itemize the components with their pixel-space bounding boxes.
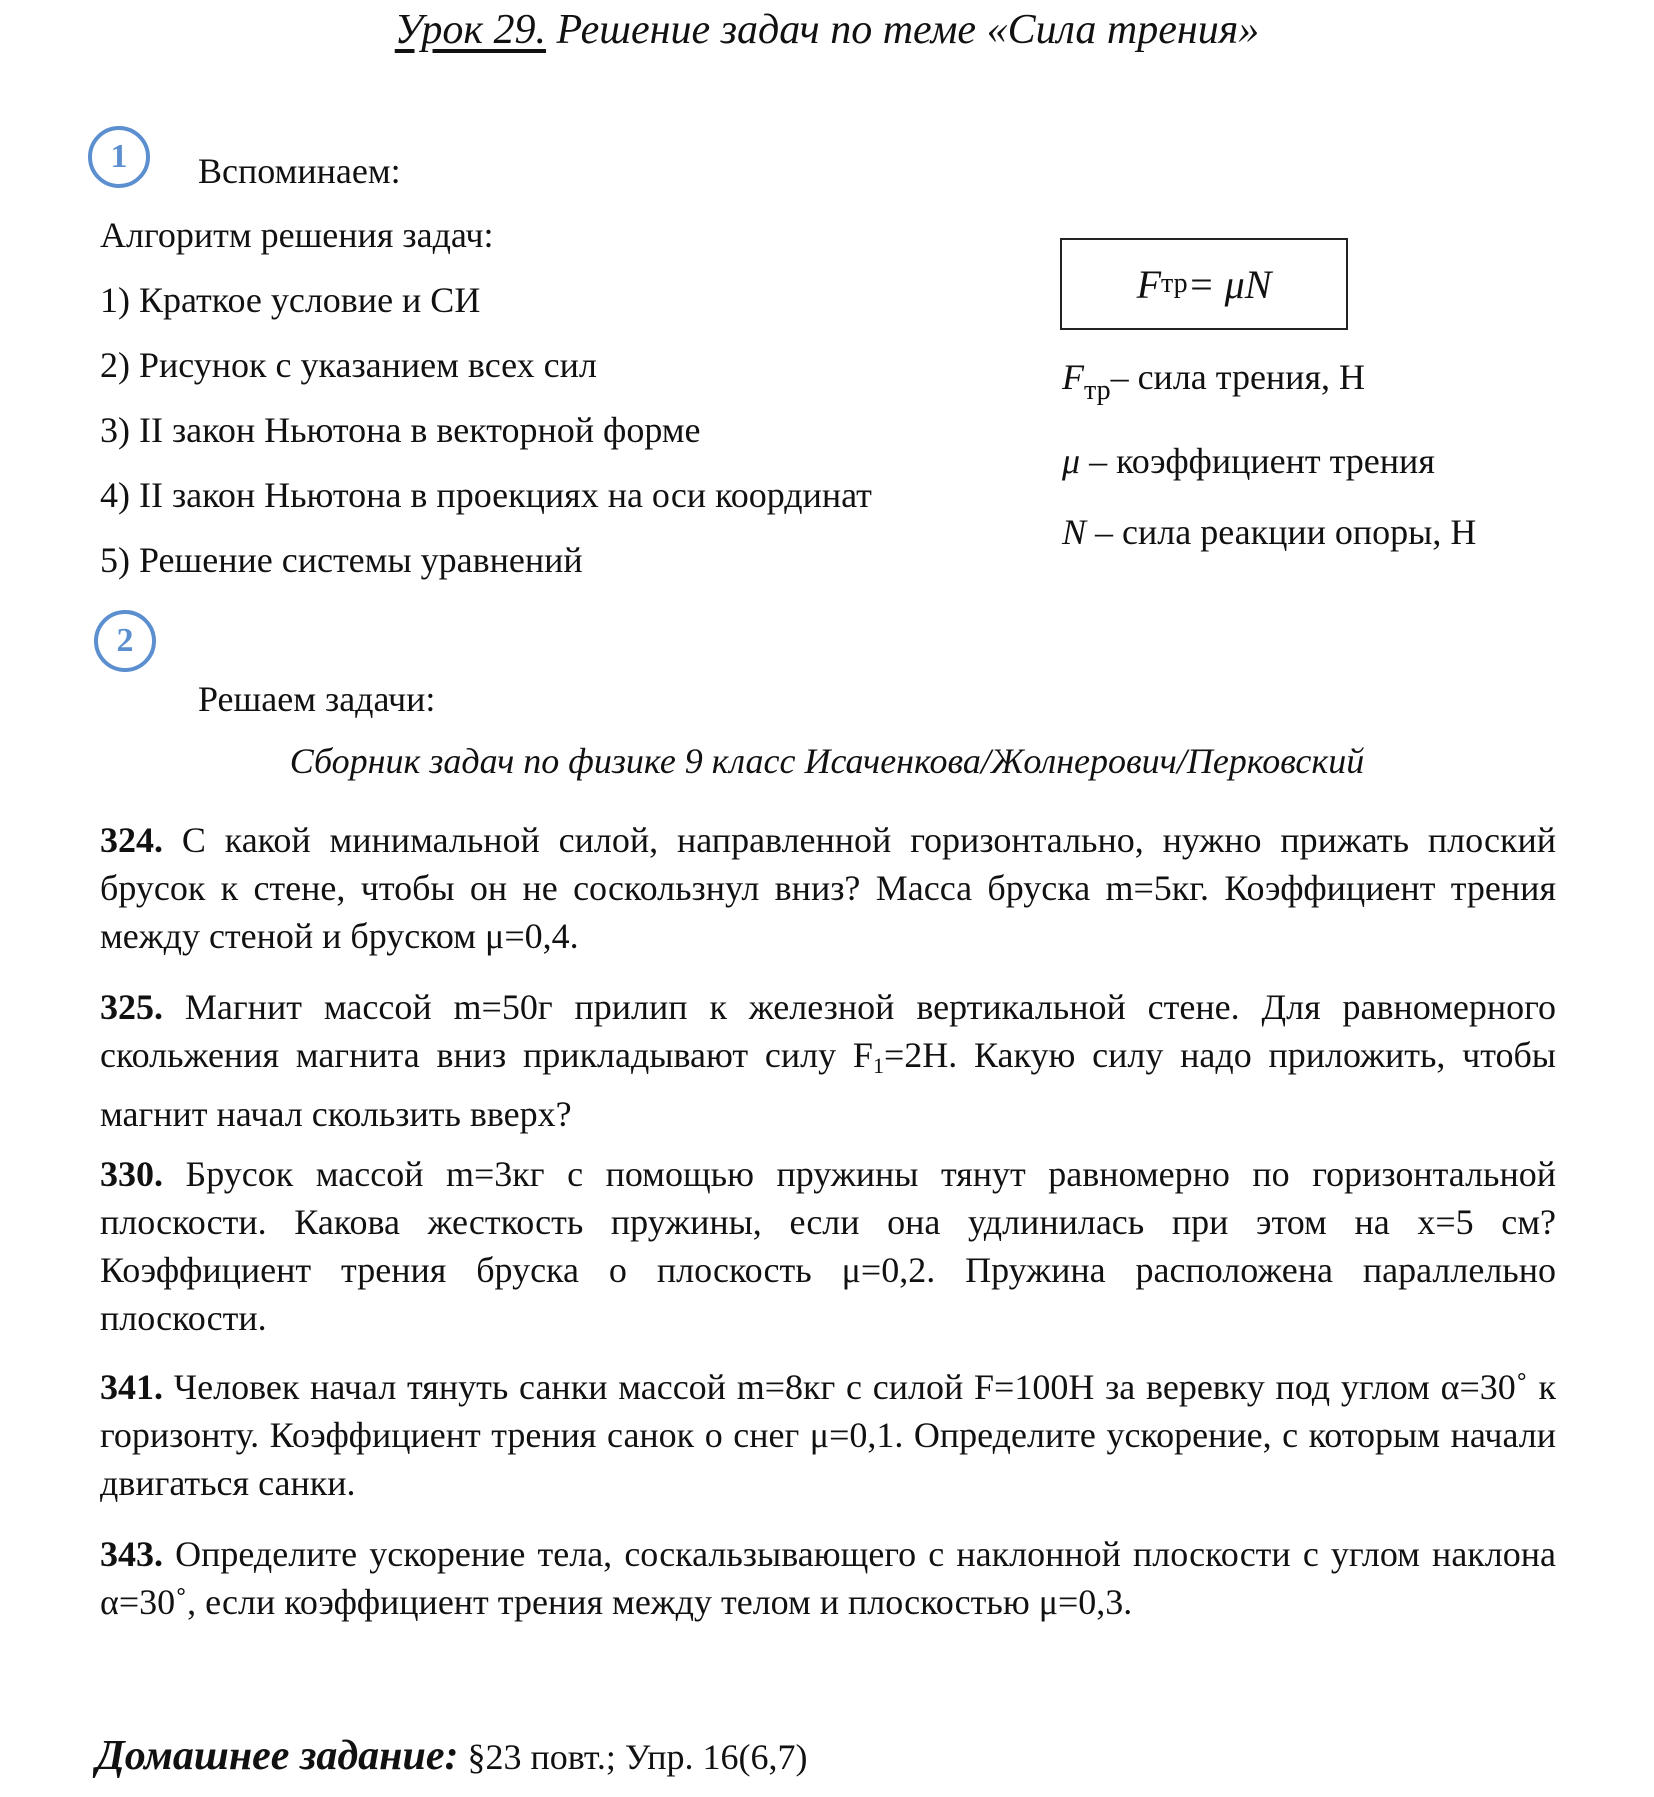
algorithm-step-1: 1) Краткое условие и СИ <box>100 280 481 320</box>
homework-label: Домашнее задание: <box>96 1733 459 1779</box>
problem-text: Определите ускорение тела, соскальзывающего с наклонной плоскости с углом наклона α=30˚, если коэффициент трения между телом и плоскостью μ=0,3. <box>100 1534 1556 1622</box>
algorithm-step-5: 5) Решение системы уравнений <box>100 540 583 580</box>
formula-lhs-sub: тр <box>1161 268 1188 299</box>
legend-text: – сила реакции опоры, Н <box>1086 512 1477 552</box>
algorithm-step-2: 2) Рисунок с указанием всех сил <box>100 345 597 385</box>
algorithm-step-3: 3) II закон Ньютона в векторной форме <box>100 410 701 450</box>
problem-number: 330. <box>100 1154 163 1194</box>
problem-collection-title: Сборник задач по физике 9 класс Исаченкова/Жолнерович/Перковский <box>289 741 1365 781</box>
homework <box>96 1732 807 1780</box>
page-title <box>0 6 1654 54</box>
legend-symbol: N <box>1062 512 1087 552</box>
algorithm-step-4: 4) II закон Ньютона в проекциях на оси координат <box>100 475 872 515</box>
legend-normal-force <box>1062 511 1476 553</box>
lesson-topic: Решение задач по теме «Сила трения» <box>545 7 1260 53</box>
problem-number: 341. <box>100 1367 163 1407</box>
problem-341 <box>100 1363 1556 1507</box>
friction-formula-box <box>1060 238 1348 330</box>
problem-343 <box>100 1530 1556 1626</box>
problem-324 <box>100 816 1556 960</box>
section-1-heading: Вспоминаем: <box>198 151 401 191</box>
formula-rhs: = μN <box>1187 261 1272 307</box>
problem-text: С какой минимальной силой, направленной горизонтально, нужно прижать плоский брусок к стене, чтобы он не соскользнул вниз? Масса бруска m=5кг. Коэффициент трения между стеной и бруском μ=0,4. <box>100 820 1556 956</box>
section-2-heading: Решаем задачи: <box>198 679 436 719</box>
problem-text: Магнит массой m=50г прилип к железной вертикальной стене. Для равномерного скольжения магнита вниз прикладывают силу F <box>100 987 1556 1075</box>
section-2-number-badge <box>94 610 156 672</box>
section-2-number: 2 <box>116 622 134 659</box>
problem-text: Человек начал тянуть санки массой m=8кг с силой F=100Н за веревку под углом α=30˚ к горизонту. Коэффициент трения санок о снег μ=0,1. Определите ускорение, с которым начали двигаться санки. <box>100 1367 1556 1503</box>
homework-text: §23 повт.; Упр. 16(6,7) <box>458 1737 808 1777</box>
problem-330 <box>100 1150 1556 1342</box>
section-1-number: 1 <box>110 138 128 175</box>
problem-325 <box>100 983 1556 1138</box>
legend-text: – сила трения, Н <box>1110 357 1366 397</box>
lesson-number: Урок 29. <box>394 7 546 53</box>
formula-lhs-symbol: F <box>1136 261 1162 307</box>
legend-symbol: F <box>1062 357 1084 397</box>
legend-sub: тр <box>1084 375 1111 406</box>
legend-friction-coefficient <box>1062 440 1435 482</box>
problem-number: 343. <box>100 1534 163 1574</box>
problem-text-continued: =2Н. Какую силу надо приложить, чтобы магнит начал скользить вверх? <box>100 1035 1556 1134</box>
problem-number: 324. <box>100 820 163 860</box>
problem-text: Брусок массой m=3кг с помощью пружины тянут равномерно по горизонтальной плоскости. Какова жесткость пружины, если она удлинилась при этом на x=5 см? Коэффициент трения бруска о плоскость μ=0,2. Пружина расположена параллельно плоскости. <box>100 1154 1556 1338</box>
algorithm-title: Алгоритм решения задач: <box>100 215 494 255</box>
legend-friction-force <box>1062 356 1365 407</box>
problem-number: 325. <box>100 987 163 1027</box>
problem-subscript: 1 <box>872 1053 884 1078</box>
legend-text: – коэффициент трения <box>1080 441 1435 481</box>
section-1-number-badge <box>88 126 150 188</box>
legend-symbol: μ <box>1062 441 1081 481</box>
